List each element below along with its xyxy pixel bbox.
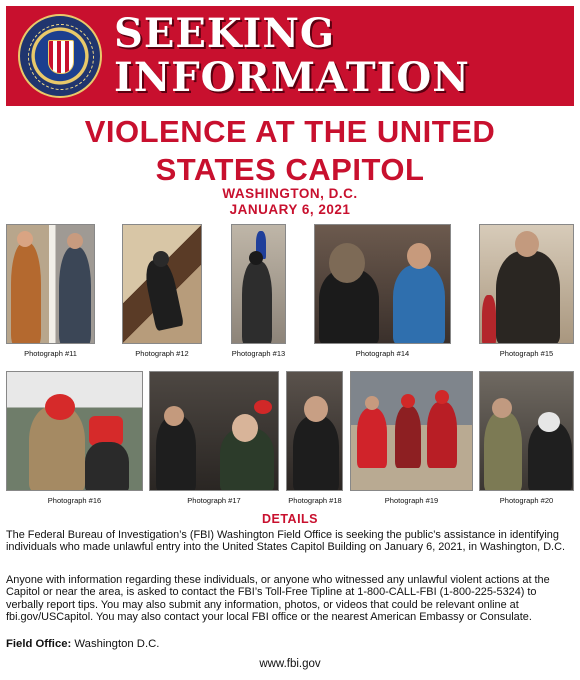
caption-photograph-13: Photograph #13 [231,349,286,358]
banner-title-line1: SEEKING [114,10,336,57]
photograph-12 [122,224,202,344]
seeking-information-banner [6,6,574,106]
website-footer: www.fbi.gov [259,658,321,670]
field-office-label: Field Office: [6,638,72,650]
details-heading: DETAILS [261,512,319,526]
photograph-18 [286,371,343,491]
photograph-17 [149,371,279,491]
photograph-20 [479,371,574,491]
caption-photograph-11: Photograph #11 [24,349,77,358]
main-title-line2: STATES CAPITOL [155,152,425,187]
caption-photograph-18: Photograph #18 [288,496,342,505]
date-subtitle: JANUARY 6, 2021 [229,202,351,217]
photograph-11 [6,224,95,344]
caption-photograph-19: Photograph #19 [384,496,439,505]
photograph-16 [6,371,143,491]
details-paragraph-2: Anyone with information regarding these individuals, or anyone who witnessed any unlawful violent actions at the Capitol or near the area, is asked to contact the FBI’s Toll-Free Tipline at 1-800-CALL-FBI (1-800-225-5324) to verbally report tips. You may also submit any information, photos, or videos that could be relevant online at fbi.gov/USCapitol. You may also contact your local FBI office or the nearest American Embassy or Consulate. [6,574,550,624]
caption-photograph-16: Photograph #16 [47,496,102,505]
main-title-line1: VIOLENCE AT THE UNITED [84,114,496,149]
banner-title-line2: INFORMATION [114,54,470,101]
main-title [0,113,580,189]
fbi-seal-icon [18,14,102,98]
caption-photograph-20: Photograph #20 [499,496,554,505]
field-office-value: Washington D.C. [74,638,160,650]
caption-photograph-12: Photograph #12 [135,349,189,358]
field-office [6,638,159,651]
caption-photograph-17: Photograph #17 [187,496,241,505]
location-subtitle: WASHINGTON, D.C. [222,186,358,201]
banner-title [114,12,470,100]
details-paragraph-1: The Federal Bureau of Investigation’s (FBI) Washington Field Office is seeking the public’s assistance in identifying individuals who made unlawful entry into the United States Capitol Building on January 6, 2021, in Washington, D.C. [6,529,565,554]
photograph-15 [479,224,574,344]
photograph-19 [350,371,473,491]
caption-photograph-14: Photograph #14 [355,349,410,358]
caption-photograph-15: Photograph #15 [499,349,554,358]
photograph-14 [314,224,451,344]
photograph-13 [231,224,286,344]
